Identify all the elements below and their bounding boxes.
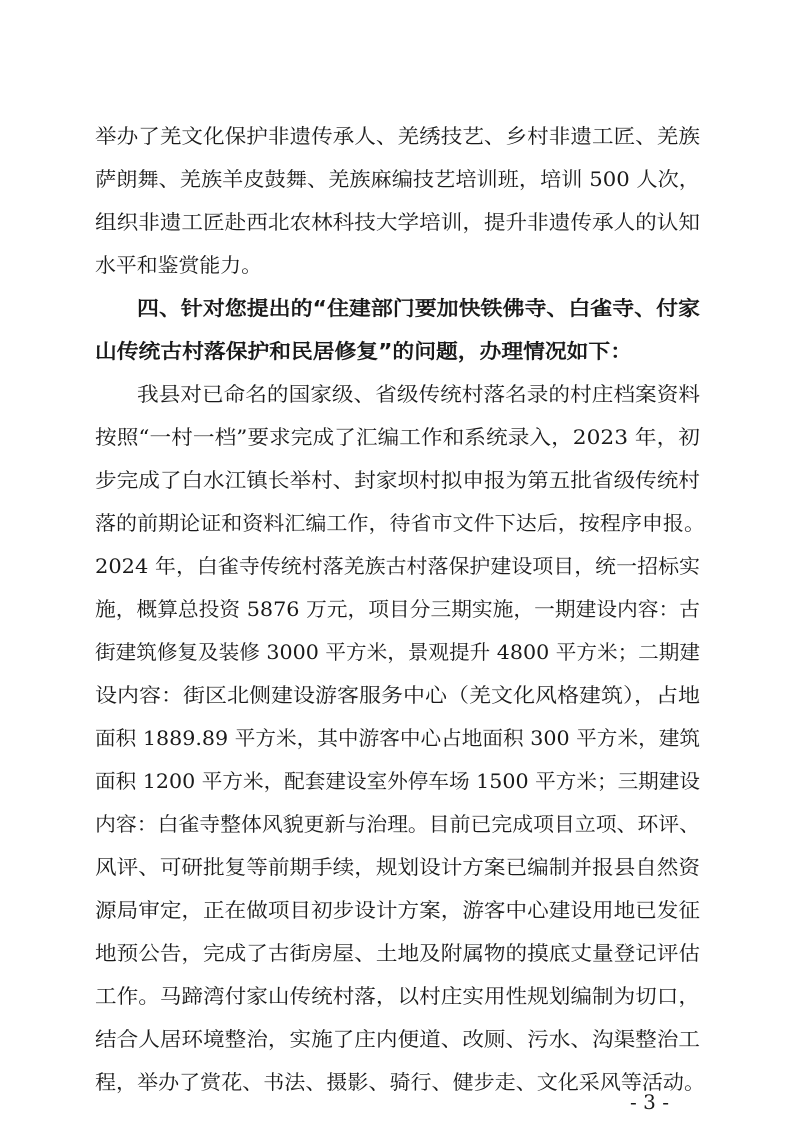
section-heading-text: 山传统古村落保护和民居修复”的问题，办理情况如下： [95,339,632,363]
text-line [0,680,793,710]
text-line [0,766,793,796]
text-line [0,723,793,753]
text-line [0,637,793,667]
text-line [0,1024,793,1054]
line-text: 按照“一村一档”要求完成了汇编工作和系统录入，2023 年，初 [95,425,700,449]
text-line [0,551,793,581]
text-line [0,422,793,452]
line-text: 地预公告，完成了古街房屋、土地及附属物的摸底丈量登记评估 [95,941,700,965]
line-text: 我县对已命名的国家级、省级传统村落名录的村庄档案资料 [137,382,700,406]
section-heading-line [0,336,793,366]
section-heading-line [0,293,793,323]
text-line [0,809,793,839]
text-line [0,465,793,495]
line-text: 举办了羌文化保护非遗传承人、羌绣技艺、乡村非遗工匠、羌族 [95,124,700,148]
line-text: 面积 1889.89 平方米，其中游客中心占地面积 300 平方米，建筑 [95,726,701,750]
text-line [0,121,793,151]
line-text: 步完成了白水江镇长举村、封家坝村拟申报为第五批省级传统村 [95,468,700,492]
text-line [0,938,793,968]
line-text: 水平和鉴赏能力。 [95,253,262,277]
line-text: 程，举办了赏花、书法、摄影、骑行、健步走、文化采风等活动。 [95,1070,706,1094]
line-text: 萨朗舞、羌族羊皮鼓舞、羌族麻编技艺培训班，培训 500 人次， [95,167,700,191]
line-text: 组织非遗工匠赴西北农林科技大学培训，提升非遗传承人的认知 [95,210,700,234]
line-text: 风评、可研批复等前期手续，规划设计方案已编制并报县自然资 [95,855,700,879]
text-line [0,164,793,194]
text-line [0,594,793,624]
line-text: 工作。马蹄湾付家山传统村落，以村庄实用性规划编制为切口， [95,984,700,1008]
text-line [0,508,793,538]
line-text: 施，概算总投资 5876 万元，项目分三期实施，一期建设内容：古 [95,597,700,621]
text-line [0,981,793,1011]
line-text: 2024 年，白雀寺传统村落羌族古村落保护建设项目，统一招标实 [95,554,700,578]
line-text: 内容：白雀寺整体风貌更新与治理。目前已完成项目立项、环评、 [95,812,700,836]
text-line [0,207,793,237]
page-number: - 3 - [630,1090,669,1114]
text-line [0,1067,793,1097]
text-line [0,250,793,280]
line-text: 源局审定，正在做项目初步设计方案，游客中心建设用地已发征 [95,898,700,922]
line-text: 落的前期论证和资料汇编工作，待省市文件下达后，按程序申报。 [95,511,706,535]
line-text: 面积 1200 平方米，配套建设室外停车场 1500 平方米；三期建设 [95,769,700,793]
line-text: 街建筑修复及装修 3000 平方米，景观提升 4800 平方米；二期建 [95,640,700,664]
line-text: 设内容：街区北侧建设游客服务中心（羌文化风格建筑），占地 [95,683,700,707]
text-line [0,852,793,882]
line-text: 结合人居环境整治，实施了庄内便道、改厕、污水、沟渠整治工 [95,1027,700,1051]
text-line [0,379,793,409]
text-line [0,895,793,925]
section-heading-text: 四、针对您提出的“住建部门要加快铁佛寺、白雀寺、付家 [137,296,700,320]
